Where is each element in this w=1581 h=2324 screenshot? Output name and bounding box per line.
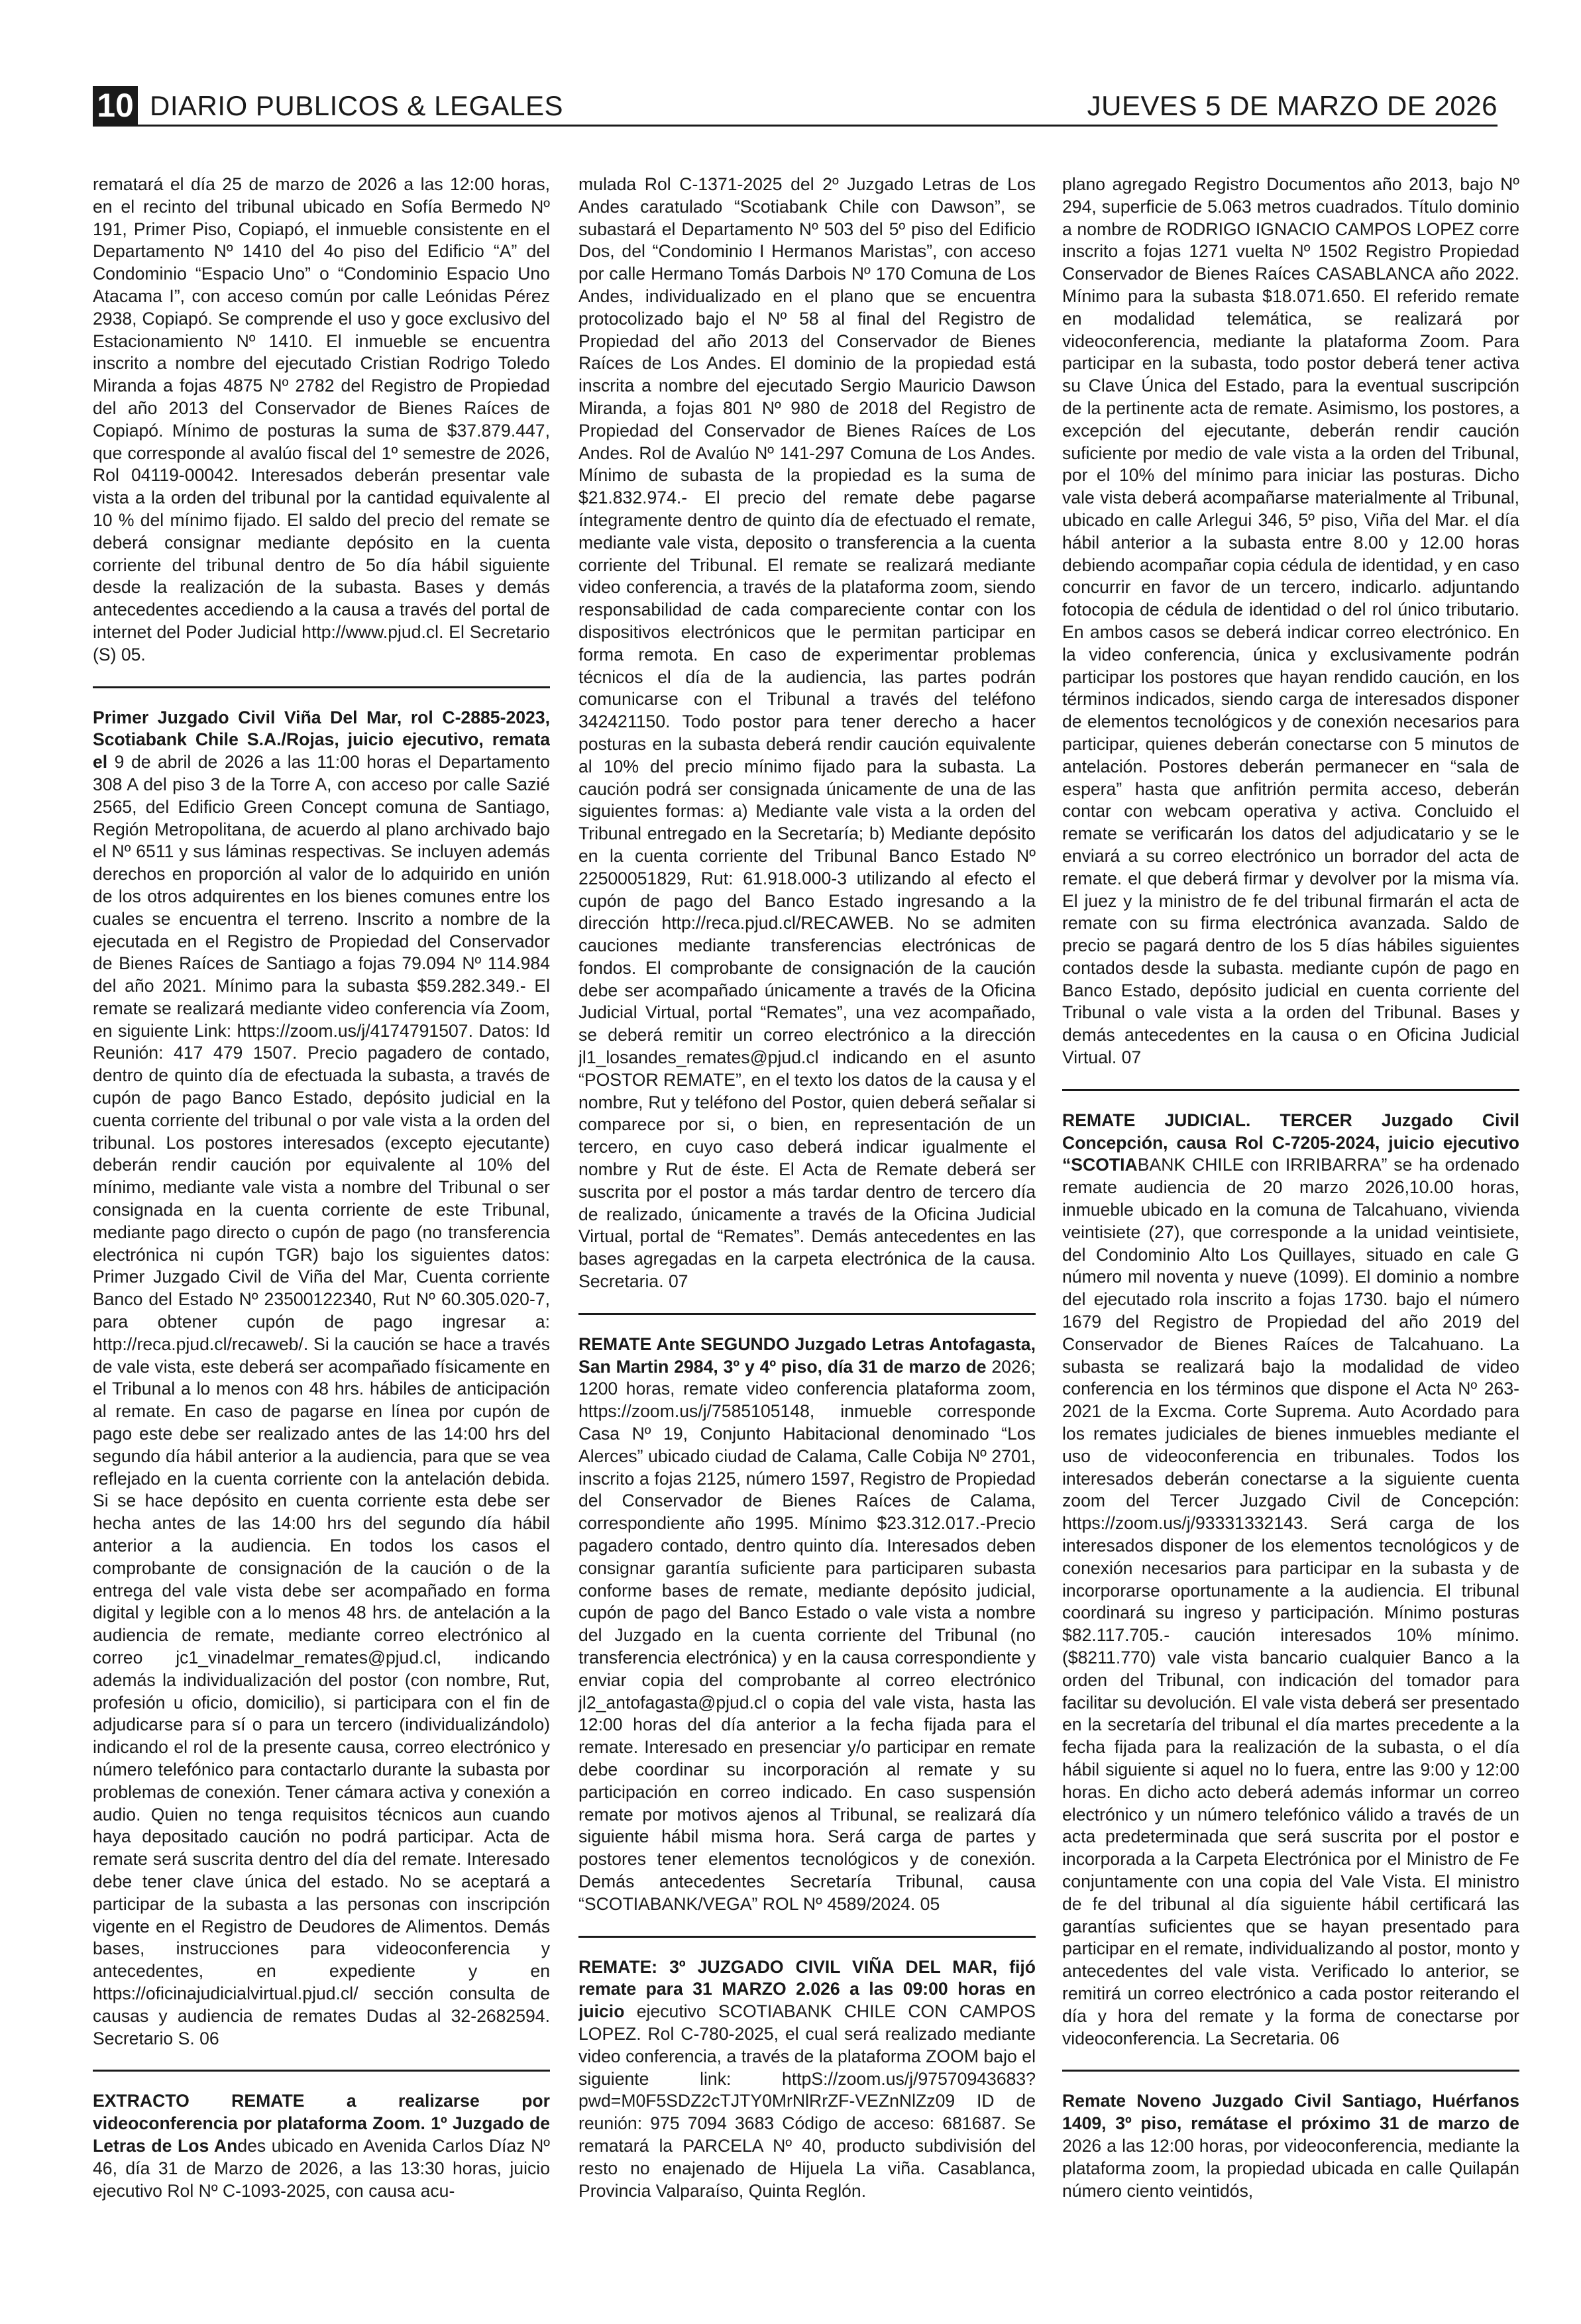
page-header bbox=[93, 86, 1498, 127]
publication-title: DIARIO PUBLICOS & LEGALES bbox=[150, 90, 564, 121]
notice-divider bbox=[1062, 2070, 1519, 2072]
notice-heading: REMATE: 3º JUZGADO CIVIL VIÑA DEL MAR, fijó remate para 31 MARZO 2.026 a las 09:00 horas en juicio bbox=[578, 1956, 1036, 2022]
notice-concepcion bbox=[1062, 1110, 1519, 2050]
notice-los-andes-continued bbox=[578, 174, 1036, 1293]
notice-divider bbox=[578, 1313, 1036, 1315]
issue-date: JUEVES 5 DE MARZO DE 2026 bbox=[1087, 90, 1498, 121]
page-number: 10 bbox=[93, 86, 138, 125]
notice-divider bbox=[93, 2070, 550, 2072]
notice-body: rematará el día 25 de marzo de 2026 a las 12:00 horas, en el recinto del tribunal ubicado en Sofía Bermedo Nº 191, Primer Piso, Copiapó, el inmueble consistente en el Departamento Nº 1410 del 4o piso del Edificio “A” del Condominio “Espacio Uno” o “Condominio Espacio Uno Atacama I”, con acceso común por calle Leónidas Pérez 2938, Copiapó. Se comprende el uso y goce exclusivo del Estacionamiento Nº 1410. El inmueble se encuentra inscrito a nombre del ejecutado Cristian Rodrigo Toledo Miranda a fojas 4875 Nº 2782 del Registro de Propiedad del año 2013 del Conservador de Bienes Raíces de Copiapó. Mínimo de posturas la suma de $37.879.447, que corresponde al avalúo fiscal del 1º semestre de 2026, Rol 04119-00042. Interesados deberán presentar vale vista a la orden del tribunal por la cantidad equivalente al 10 % del mínimo fijado. El saldo del precio del remate se deberá consignar mediante depósito en la cuenta corriente del tribunal dentro de 5o día hábil siguiente desde la realización de la subasta. Bases y demás antecedentes accediendo a la causa a través del portal de internet del Poder Judicial http://www.pjud.cl. El Secretario (S) 05. bbox=[93, 174, 550, 664]
notice-copiapo-continued bbox=[93, 174, 550, 666]
notice-body: plano agregado Registro Documentos año 2013, bajo Nº 294, superficie de 5.063 metros cuadrados. Título dominio a nombre de RODRIGO IGNACIO CAMPOS LOPEZ corre inscrito a fojas 1271 vuelta Nº 1502 Registro Propiedad Conservador de Bienes Raíces CASABLANCA año 2022. Mínimo para la subasta $18.071.650. El referido remate en modalidad telemática, se realizará por videoconferencia, mediante la plataforma Zoom. Para participar en la subasta, todo postor deberá tener activa su Clave Única del Estado, para la eventual suscripción de la pertinente acta de remate. Asimismo, los postores, a excepción del ejecutante, deberán rendir caución suficiente por medio de vale vista a la orden del Tribunal, por el 10% del mínimo para iniciar las posturas. Dicho vale vista deberá acompañarse materialmente al Tribunal, ubicado en calle Arlegui 346, 5º piso, Viña del Mar. el día hábil anterior a la subasta entre 8.00 y 12.00 horas debiendo acompañar copia cédula de identidad, y en caso concurrir en favor de un tercero, indicarlo. adjuntando fotocopia de cédula de identidad o del rol único tributario. En ambos casos se deberá indicar correo electrónico. En la video conferencia, única y exclusivamente podrán participar los postores que hayan rendido caución, en los términos indicados, siendo carga de interesados disponer de elementos tecnológicos y de conexión necesarios para participar, quienes deberán conectarse con 5 minutos de antelación. Postores deberán permanecer en “sala de espera” hasta que anfitrión permita acceso, deberán contar con webcam operativa y activa. Concluido el remate se verificarán los datos del adjudicatario y se le enviará a su correo electrónico un borrador del acta de remate. el que deberá firmar y devolver por la misma vía. El juez y la ministro de fe del tribunal firmarán el acta de remate con su firma electrónica avanzada. Saldo de precio se pagará dentro de los 5 días hábiles siguientes contados desde la subasta. mediante cupón de pago en Banco Estado, depósito judicial en cuenta corriente del Tribunal o vale vista a la orden del Tribunal. Bases y demás antecedentes en la causa o en Oficina Judicial Virtual. 07 bbox=[1062, 174, 1519, 1068]
notice-body: 2026; 1200 horas, remate video conferencia plataforma zoom, https://zoom.us/j/7585105148, inmueble corresponde Casa Nº 19, Conjunto Habitacional denominado “Los Alerces” ubicado ciudad de Calama, Calle Cobija Nº 2701, inscrito a fojas 2125, número 1597, Registro de Propiedad del Conservador de Bienes Raíces de Calama, correspondiente año 1995. Mínimo $23.312.017.-Precio pagadero contado, dentro quinto día. Interesados deben consignar garantía suficiente para participaren subasta conforme bases de remate, mediante depósito judicial, cupón de pago del Banco Estado o vale vista a nombre del Juzgado en la cuenta corriente del Tribunal (no transferencia electrónica) y en la causa correspondiente y enviar copia del comprobante al correo electrónico jl2_antofagasta@pjud.cl o copia del vale vista, hasta las 12:00 horas del día anterior a la fecha fijada para el remate. Interesado en presenciar y/o participar en remate debe coordinar su incorporación al remate y su participación en correo indicado. En caso suspensión remate por motivos ajenos al Tribunal, se realizará día siguiente hábil misma hora. Será carga de partes y postores tener elementos tecnológicos y de conexión. Demás antecedentes Secretaría Tribunal, causa “SCOTIABANK/VEGA” ROL Nº 4589/2024. 05 bbox=[578, 1356, 1036, 1914]
notice-body: 2026 a las 12:00 horas, por videoconferencia, mediante la plataforma zoom, la propiedad ubicada en calle Quilapán número ciento veintidós, bbox=[1062, 2135, 1519, 2201]
notice-divider bbox=[578, 1936, 1036, 1938]
notice-body: ejecutivo SCOTIABANK CHILE CON CAMPOS LOPEZ. Rol C-780-2025, el cual será realizado mediante video conferencia, a través de la plataforma ZOOM bajo el siguiente link: httpS://zoom.us/j/97570943683?pwd=M0F5SDZ2cTJTY0MrNlRrZF-VEZnNlZz09 ID de reunión: 975 7094 3683 Código de acceso: 681687. Se rematará la PARCELA Nº 40, producto subdivisión del resto no enajenado de Hijuela La viña. Casablanca, Provincia Valparaíso, Quinta Reglón. bbox=[578, 2001, 1036, 2201]
notice-body: mulada Rol C-1371-2025 del 2º Juzgado Letras de Los Andes caratulado “Scotiabank Chile con Dawson”, se subastará el Departamento Nº 503 del 5º piso del Edificio Dos, del “Condominio I Hermanos Maristas”, con acceso por calle Hermano Tomás Darbois Nº 170 Comuna de Los Andes, individualizado en el plano que se encuentra protocolizado bajo el Nº 58 al final del Registro de Propiedad del año 2013 del Conservador de Bienes Raíces de Los Andes. El dominio de la propiedad está inscrita a nombre del ejecutado Sergio Mauricio Dawson Miranda, a fojas 801 Nº 980 de 2018 del Registro de Propiedad del Conservador de Bienes Raíces de Los Andes. Rol de Avalúo Nº 141-297 Comuna de Los Andes. Mínimo de subasta de la propiedad es la suma de $21.832.974.- El precio del remate debe pagarse íntegramente dentro de quinto día de efectuado el remate, mediante vale vista, deposito o transferencia a la cuenta corriente del Tribunal. El remate se realizará mediante video conferencia, a través de la plataforma zoom, siendo responsabilidad de cada compareciente contar con los dispositivos electrónicos que le permitan participar en forma remota. En caso de experimentar problemas técnicos el día de la audiencia, las partes podrán comunicarse con el Tribunal a través del teléfono 342421150. Todo postor para tener derecho a hacer posturas en la subasta deberá rendir caución equivalente al 10% del precio mínimo fijado para la subasta. La caución podrá ser consignada únicamente de una de las siguientes formas: a) Mediante vale vista a la orden del Tribunal entregado en la Secretaría; b) Mediante depósito en la cuenta corriente del Tribunal Banco Estado Nº 22500051829, Rut: 61.918.000-3 utilizando al efecto el cupón de pago del Banco Estado ingresando a la dirección http://reca.pjud.cl/RECAWEB. No se admiten cauciones mediante transferencias electrónicas de fondos. El comprobante de consignación de la caución debe ser acompañado únicamente a través de la Oficina Judicial Virtual, portal “Remates”, una vez acompañado, se deberá remitir un correo electrónico a la dirección jl1_losandes_remates@pjud.cl indicando en el asunto “POSTOR REMATE”, en el texto los datos de la causa y el nombre, Rut y teléfono del Postor, quien deberá señalar si comparece por si, o bien, en representación de un tercero, en cuyo caso deberá indicar igualmente el nombre y Rut de éste. El Acta de Remate deberá ser suscrita por el postor a más tardar dentro de tercero día de realizado, únicamente a través de la Oficina Judicial Virtual, portal de “Remates”. Demás antecedentes en las bases agregadas en la carpeta electrónica de la causa. Secretaria. 07 bbox=[578, 174, 1036, 1292]
column-1 bbox=[93, 174, 550, 2274]
column-3 bbox=[1062, 174, 1519, 2274]
notice-los-andes bbox=[93, 2090, 550, 2202]
notice-body: des ubicado en Avenida Carlos Díaz Nº 46, día 31 de Marzo de 2026, a las 13:30 horas, juicio ejecutivo Rol Nº C-1093-2025, con causa acu- bbox=[93, 2135, 550, 2201]
column-2 bbox=[578, 174, 1036, 2274]
notice-body: BANK CHILE con IRRIBARRA” se ha ordenado remate audiencia de 20 marzo 2026,10.00 horas, inmueble ubicado en la comuna de Talcahuano, vivienda veintisiete (27), que corresponde a la unidad veintisiete, del Condominio Alto Los Quillayes, situado en cale G número mil noventa y nueve (1099). El dominio a nombre del ejecutado rola inscrito a fojas 1730. bajo el número 1679 del Registro de Propiedad del año 2019 del Conservador de Bienes Raíces de Talcahuano. La subasta se realizará bajo la modalidad de video conferencia en los términos que dispone el Acta Nº 263-2021 de la Excma. Corte Suprema. Auto Acordado para los remates judiciales de bienes inmuebles mediante el uso de videoconferencia en tribunales. Todos los interesados deberán conectarse a la siguiente cuenta zoom del Tercer Juzgado Civil de Concepción: https://zoom.us/j/93331332143. Será carga de los interesados disponer de los elementos tecnológicos y de conexión necesarios para participar en la subasta y de incorporarse oportunamente a la audiencia. El tribunal coordinará su ingreso y participación. Mínimo posturas $82.117.705.- caución interesados 10% mínimo. ($8211.770) vale vista bancario cualquier Banco a la orden del Tribunal, con indicación del tomador para facilitar su devolución. El vale vista deberá ser presentado en la secretaría del tribunal el día martes precedente a la fecha fijada para la realización de la subasta, o el día hábil siguiente si aquel no lo fuera, entre las 9:00 y 12:00 horas. En dicho acto deberá además informar un correo electrónico y un número telefónico válido a través de un acta predeterminada que será suscrita por el postor e incorporada a la Carpeta Electrónica por el Ministro de Fe conjuntamente con una copia del Vale Vista. El ministro de fe del tribunal al día siguiente hábil certificará las garantías suficientes que se hayan presentado para participar en el remate, individualizando al postor, monto y antecedentes del vale vista. Verificado lo anterior, se remitirá un correo electrónico a cada postor reiterando el día y hora del remate y la forma de conectarse por videoconferencia. La Secretaria. 06 bbox=[1062, 1155, 1519, 2048]
notice-vina-del-mar-3 bbox=[578, 1956, 1036, 2203]
notice-heading: Remate Noveno Juzgado Civil Santiago, Huérfanos 1409, 3º piso, remátase el próximo 31 de marzo de bbox=[1062, 2091, 1519, 2134]
notice-heading: REMATE JUDICIAL. TERCER Juzgado Civil Concepción, causa Rol C-7205-2024, juicio ejecutivo “SCOTIA bbox=[1062, 1110, 1519, 1175]
notice-heading: EXTRACTO REMATE a realizarse por videoconferencia por plataforma Zoom. 1º Juzgado de Letras de Los An bbox=[93, 2091, 550, 2156]
notice-divider bbox=[1062, 1089, 1519, 1091]
notice-heading: Primer Juzgado Civil Viña Del Mar, rol C-2885-2023, Scotiabank Chile S.A./Rojas, juicio ejecutivo, remata el bbox=[93, 707, 550, 772]
notice-body: 9 de abril de 2026 a las 11:00 horas el Departamento 308 A del piso 3 de la Torre A, con acceso por calle Sazié 2565, del Edificio Green Concept comuna de Santiago, Región Metropolitana, de acuerdo al plano archivado bajo el Nº 6511 y sus láminas respectivas. Se incluyen además derechos en proporción al valor de lo adquirido en unión de los otros adquirentes en los bienes comunes entre los cuales se encuentra el terreno. Inscrito a nombre de la ejecutada en el Registro de Propiedad del Conservador de Bienes Raíces de Santiago a fojas 79.094 Nº 114.984 del año 2021. Mínimo para la subasta $59.282.349.- El remate se realizará mediante video conferencia vía Zoom, en siguiente Link: https://zoom.us/j/4174791507. Datos: Id Reunión: 417 479 1507. Precio pagadero de contado, dentro de quinto día de efectuada la subasta, a través de cupón de pago Banco Estado, depósito judicial en la cuenta corriente del tribunal o por vale vista a la orden del tribunal. Los postores interesados (excepto ejecutante) deberán rendir caución por equivalente al 10% del mínimo, mediante vale vista a nombre del Tribunal o ser consignada en la cuenta corriente de este Tribunal, mediante pago directo o cupón de pago (no transferencia electrónica ni cupón TGR) bajo los siguientes datos: Primer Juzgado Civil de Viña del Mar, Cuenta corriente Banco del Estado Nº 23500122340, Rut Nº 60.305.020-7, para obtener cupón de pago ingresar a: http://reca.pjud.cl/recaweb/. Si la caución se hace a través de vale vista, este deberá ser acompañado físicamente en el Tribunal a lo menos con 48 hrs. hábiles de anticipación al remate. En caso de pagarse en línea por cupón de pago este debe ser realizado antes de las 14:00 hrs del segundo día hábil anterior a la audiencia, para que se vea reflejado en la cuenta corriente con la antelación debida. Si se hace depósito en cuenta corriente esta debe ser hecha antes de las 14:00 hrs del segundo día hábil anterior a la audiencia. En todos los casos el comprobante de consignación de la caución o de la entrega del vale vista debe ser acompañado en forma digital y legible con a lo menos 48 hrs. de antelación a la audiencia de remate, mediante correo electrónico al correo jc1_vinadelmar_remates@pjud.cl, indicando además la individualización del postor (con nombre, Rut, profesión u oficio, domicilio), si participara con el fin de adjudicarse para sí o para un tercero (individualizándolo) indicando el rol de la presente causa, correo electrónico y número telefónico para contactarlo durante la subasta por problemas de conexión. Tener cámara activa y conexión a audio. Quien no tenga requisitos técnicos aun cuando haya depositado caución no podrá participar. Acta de remate será suscrita dentro del día del remate. Interesado debe tener clave única del estado. No se aceptará a participar de la subasta a las personas con inscripción vigente en el Registro de Deudores de Alimentos. Demás bases, instrucciones para videoconferencia y antecedentes, en expediente y en https://oficinajudicialvirtual.pjud.cl/ sección consulta de causas y audiencia de remates Dudas al 32-2682594. Secretario S. 06 bbox=[93, 752, 550, 2048]
notice-antofagasta bbox=[578, 1334, 1036, 1916]
notice-vina-del-mar-1 bbox=[93, 707, 550, 2050]
notice-vina-del-mar-3-continued bbox=[1062, 174, 1519, 1069]
notice-santiago-noveno bbox=[1062, 2090, 1519, 2202]
notice-heading: REMATE Ante SEGUNDO Juzgado Letras Antofagasta, San Martin 2984, 3º y 4º piso, día 31 de marzo de bbox=[578, 1334, 1036, 1377]
notice-divider bbox=[93, 686, 550, 688]
